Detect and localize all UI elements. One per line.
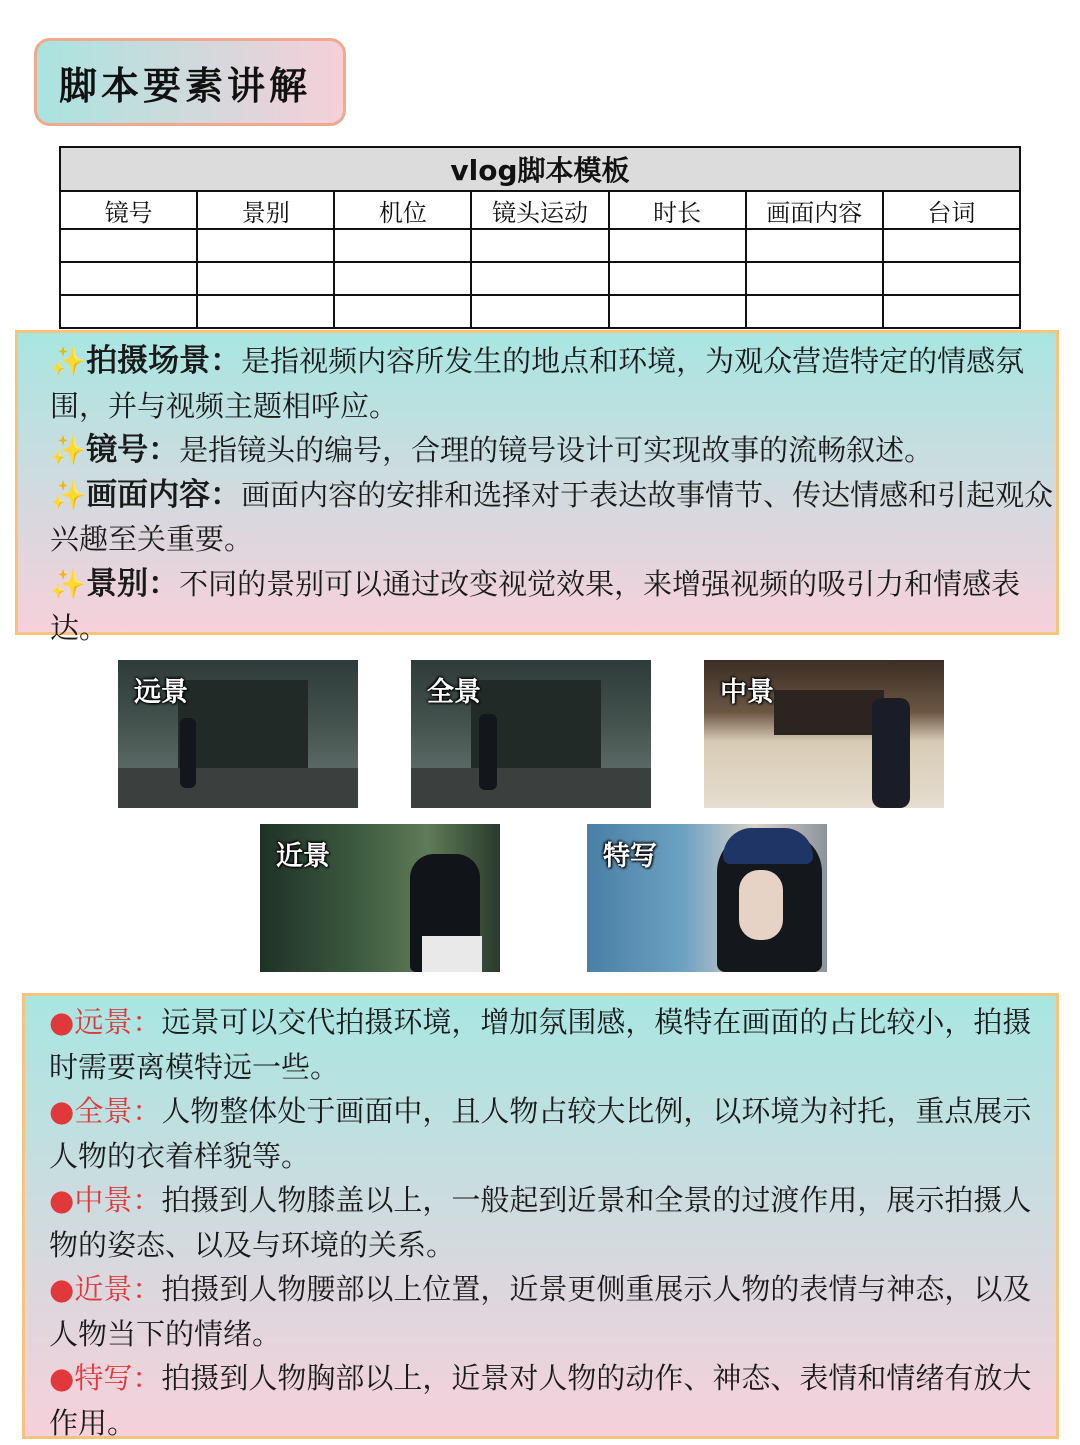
photo-long-shot: [118, 660, 358, 808]
shot-term: 特写：: [74, 1361, 162, 1395]
table-cell: [609, 295, 746, 328]
photo-label: 特写: [603, 841, 657, 872]
shot-text: 人物整体处于画面中，且人物占较大比例，以环境为衬托，重点展示人物的衣着样貌等。: [49, 1094, 1032, 1173]
shot-item-close: [49, 1267, 1056, 1356]
table-cell: [197, 262, 334, 295]
table-caption: vlog脚本模板: [60, 147, 1020, 191]
element-item-scene: [50, 339, 1056, 428]
shot-item-closeup: [49, 1356, 1056, 1445]
table-cell: [334, 229, 471, 262]
shot-term: 全景：: [74, 1094, 162, 1128]
photo-full-shot: [411, 660, 651, 808]
table-cell: [883, 295, 1020, 328]
column-header: 画面内容: [746, 191, 883, 229]
table-row: [60, 295, 1020, 328]
photo-close-shot: [260, 824, 500, 972]
bullet-icon: ●: [49, 1005, 75, 1039]
shot-text: 拍摄到人物膝盖以上，一般起到近景和全景的过渡作用，展示拍摄人物的姿态、以及与环境的关系。: [49, 1183, 1032, 1262]
shot-term: 近景：: [74, 1272, 162, 1306]
table-cell: [609, 262, 746, 295]
table-cell: [197, 229, 334, 262]
element-text: 是指视频内容所发生的地点和环境，为观众营造特定的情感氛围，并与视频主题相呼应。: [50, 344, 1025, 423]
element-item-shot-number: [50, 428, 1056, 473]
photo-label: 全景: [427, 677, 481, 708]
table-cell: [609, 229, 746, 262]
table-cell: [471, 262, 608, 295]
shot-text: 远景可以交代拍摄环境，增加氛围感，模特在画面的占比较小，拍摄时需要离模特远一些。: [49, 1005, 1032, 1084]
column-header: 镜号: [60, 191, 197, 229]
shot-term: 远景：: [74, 1005, 162, 1039]
table-cell: [60, 262, 197, 295]
table-cell: [471, 229, 608, 262]
photo-close-up: [587, 824, 827, 972]
bullet-icon: ●: [49, 1361, 75, 1395]
element-term: 画面内容：: [86, 476, 242, 513]
script-elements-panel: [15, 330, 1059, 645]
bullet-icon: ●: [49, 1272, 75, 1306]
element-text: 不同的景别可以通过改变视觉效果，来增强视频的吸引力和情感表达。: [50, 566, 1021, 645]
photo-label: 远景: [134, 677, 188, 708]
page-title: 脚本要素讲解: [34, 38, 346, 126]
column-header: 台词: [883, 191, 1020, 229]
table-cell: [60, 229, 197, 262]
table-row: [60, 229, 1020, 262]
element-item-frame-content: [50, 473, 1056, 562]
table-cell: [471, 295, 608, 328]
column-header: 机位: [334, 191, 471, 229]
element-text: 是指镜头的编号，合理的镜号设计可实现故事的流畅叙述。: [179, 433, 934, 467]
bullet-icon: ●: [49, 1183, 75, 1217]
shot-item-full: [49, 1089, 1056, 1178]
table-cell: [334, 295, 471, 328]
element-term: 景别：: [86, 565, 180, 602]
element-term: 拍摄场景：: [86, 343, 242, 379]
sparkles-icon: ✨: [50, 433, 87, 467]
column-header: 景别: [197, 191, 334, 229]
table-cell: [883, 262, 1020, 295]
vlog-script-template-table: [59, 146, 1021, 329]
shot-text: 拍摄到人物腰部以上位置，近景更侧重展示人物的表情与神态，以及人物当下的情绪。: [49, 1272, 1032, 1351]
photo-label: 近景: [276, 841, 330, 872]
table-cell: [746, 262, 883, 295]
photo-medium-shot: [704, 660, 944, 808]
table-cell: [746, 295, 883, 328]
bullet-icon: ●: [49, 1094, 75, 1128]
shot-item-long: [49, 1000, 1056, 1089]
shot-types-panel: [22, 993, 1059, 1439]
element-item-shot-size: [50, 562, 1056, 651]
table-row: [60, 262, 1020, 295]
shot-term: 中景：: [74, 1183, 162, 1217]
shot-text: 拍摄到人物胸部以上，近景对人物的动作、神态、表情和情绪有放大作用。: [49, 1361, 1032, 1440]
column-header: 镜头运动: [471, 191, 608, 229]
photo-label: 中景: [720, 677, 774, 708]
table-cell: [60, 295, 197, 328]
sparkles-icon: ✨: [50, 477, 87, 512]
shot-item-medium: [49, 1178, 1056, 1267]
table-cell: [334, 262, 471, 295]
table-cell: [746, 229, 883, 262]
column-header: 时长: [609, 191, 746, 229]
table-cell: [197, 295, 334, 328]
table-cell: [883, 229, 1020, 262]
sparkles-icon: ✨: [50, 344, 87, 378]
sparkles-icon: ✨: [50, 566, 87, 601]
element-text: 画面内容的安排和选择对于表达故事情节、传达情感和引起观众兴趣至关重要。: [50, 477, 1054, 556]
element-term: 镜号：: [86, 432, 180, 468]
